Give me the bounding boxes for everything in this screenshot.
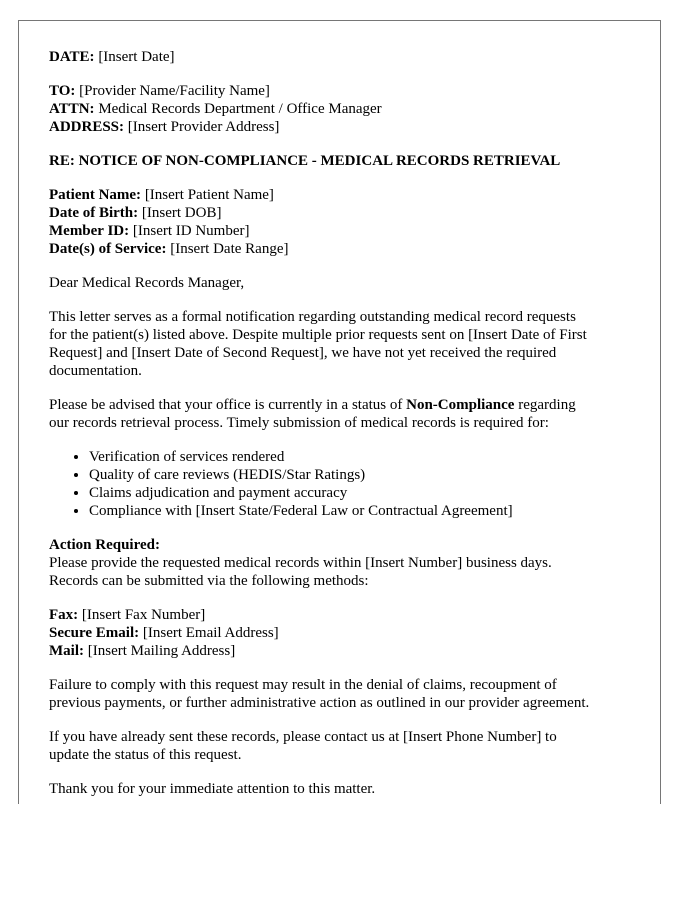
- email-line: [49, 624, 639, 642]
- contact-line: If you have already sent these records, please contact us at [Insert Phone Number] to: [49, 729, 557, 745]
- patient-name-line: [49, 186, 639, 204]
- patient-block: [49, 186, 639, 258]
- failure-paragraph: [49, 676, 639, 712]
- intro-paragraph: [49, 308, 639, 380]
- dob-label: Date of Birth:: [49, 205, 139, 221]
- date-value: [Insert Date]: [98, 49, 175, 65]
- date-label: DATE:: [49, 49, 95, 65]
- action-paragraph: [49, 536, 639, 590]
- attn-value: Medical Records Department / Office Manager: [98, 101, 382, 117]
- mail-line: [49, 642, 639, 660]
- contact-paragraph: [49, 728, 639, 764]
- email-label: Secure Email:: [49, 625, 140, 641]
- subject-line: RE: NOTICE OF NON-COMPLIANCE - MEDICAL RECORDS RETRIEVAL: [49, 153, 561, 169]
- mail-value: [Insert Mailing Address]: [87, 643, 236, 659]
- recipient-block: [49, 82, 639, 136]
- intro-line: documentation.: [49, 363, 142, 379]
- address-value: [Insert Provider Address]: [127, 119, 280, 135]
- failure-line: previous payments, or further administrative action as outlined in our provider agreement.: [49, 695, 590, 711]
- address-line: [49, 118, 639, 136]
- failure-line: Failure to comply with this request may result in the denial of claims, recoupment of: [49, 677, 557, 693]
- list-item: • Quality of care reviews (HEDIS/Star Ratings): [89, 466, 639, 484]
- status-line: [49, 396, 639, 414]
- list-item: • Compliance with [Insert State/Federal Law or Contractual Agreement]: [89, 502, 639, 520]
- service-date-line: [49, 240, 639, 258]
- dob-value: [Insert DOB]: [141, 205, 222, 221]
- member-id-line: [49, 222, 639, 240]
- member-id-label: Member ID:: [49, 223, 130, 239]
- status-line-2: our records retrieval process. Timely submission of medical records is required for:: [49, 415, 549, 431]
- date-block: [49, 48, 639, 66]
- reasons-list: [49, 448, 639, 520]
- letter-body: [49, 48, 639, 814]
- fax-line: [49, 606, 639, 624]
- contact-line: update the status of this request.: [49, 747, 242, 763]
- service-date-value: [Insert Date Range]: [170, 241, 289, 257]
- address-label: ADDRESS:: [49, 119, 125, 135]
- intro-line: Request] and [Insert Date of Second Request], we have not yet received the required: [49, 345, 557, 361]
- salutation: Dear Medical Records Manager,: [49, 275, 245, 291]
- attn-label: ATTN:: [49, 101, 95, 117]
- to-label: TO:: [49, 83, 76, 99]
- action-heading: Action Required:: [49, 537, 160, 553]
- mail-label: Mail:: [49, 643, 84, 659]
- service-date-label: Date(s) of Service:: [49, 241, 167, 257]
- dob-line: [49, 204, 639, 222]
- attn-line: [49, 100, 639, 118]
- status-paragraph: [49, 396, 639, 432]
- email-value: [Insert Email Address]: [142, 625, 279, 641]
- thanks-line: Thank you for your immediate attention to this matter.: [49, 781, 376, 797]
- list-item: • Claims adjudication and payment accuracy: [89, 484, 639, 502]
- fax-label: Fax:: [49, 607, 79, 623]
- intro-line: This letter serves as a formal notification regarding outstanding medical record requests: [49, 309, 576, 325]
- action-line: Records can be submitted via the following methods:: [49, 573, 369, 589]
- fax-value: [Insert Fax Number]: [81, 607, 206, 623]
- to-line: [49, 82, 639, 100]
- status-non-compliance: Non-Compliance: [406, 397, 515, 413]
- to-value: [Provider Name/Facility Name]: [79, 83, 270, 99]
- member-id-value: [Insert ID Number]: [132, 223, 250, 239]
- methods-block: [49, 606, 639, 660]
- status-post-text: regarding: [518, 397, 576, 413]
- list-item: • Verification of services rendered: [89, 448, 639, 466]
- action-line: Please provide the requested medical records within [Insert Number] business days.: [49, 555, 552, 571]
- patient-name-label: Patient Name:: [49, 187, 142, 203]
- patient-name-value: [Insert Patient Name]: [144, 187, 274, 203]
- status-pre-text: Please be advised that your office is currently in a status of: [49, 397, 403, 413]
- intro-line: for the patient(s) listed above. Despite multiple prior requests sent on [Insert Date of First: [49, 327, 587, 343]
